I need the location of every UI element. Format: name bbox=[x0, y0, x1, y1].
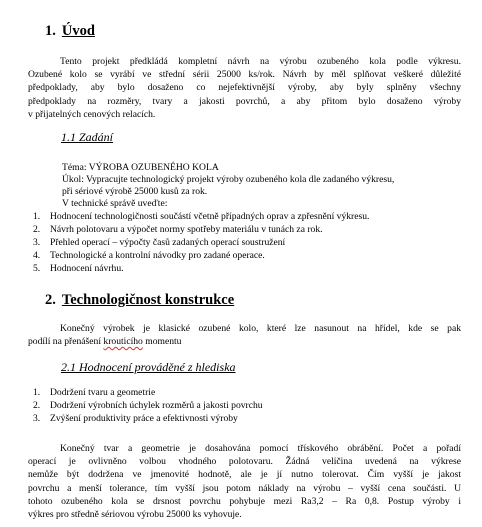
paragraph-line: nemůže být dodržena ve jmenovité hodnotě, ale je jí nutno tolerovat. Čím vyšší je jakost bbox=[28, 469, 461, 481]
section-number: 1. bbox=[45, 23, 56, 39]
paragraph-line: Ozubené kolo se vyrábí ve střední sérii 25000 ks/rok. Návrh by měl splňovat veškeré důležité bbox=[28, 69, 461, 81]
product-paragraph bbox=[28, 322, 461, 348]
section-heading-uvod bbox=[45, 23, 95, 39]
assignment-topic: Téma: VÝROBA OZUBENÉHO KOLA bbox=[62, 162, 219, 173]
list-item-text: Návrh polotovaru a výpočet normy spotřeby materiálu v tunách za rok. bbox=[50, 224, 323, 236]
list-item-text: Hodnocení návrhu. bbox=[50, 263, 124, 275]
paragraph-line bbox=[28, 335, 461, 348]
list-item bbox=[28, 386, 263, 399]
subsection-heading-zadani: 1.1 Zadání bbox=[61, 130, 114, 144]
paragraph-line: operací je ovlivněno volbou vhodného polotovaru. Žádná veličina uvedená na výkrese bbox=[28, 456, 461, 468]
assignment-task: Úkol: Vypracujte technologický projekt výroby ozubeného kola dle zadaného výkresu, bbox=[62, 174, 395, 185]
list-item-number: 3. bbox=[33, 413, 41, 425]
list-item bbox=[28, 210, 369, 223]
paragraph-line: v přijatelných cenových relacích. bbox=[28, 108, 156, 120]
paragraph-line: povrchu a menší tolerance, tím vyšší jsou potom náklady na výrobu – vyšší cena součásti. U bbox=[28, 482, 461, 494]
paragraph-line: předpoklady, aby bylo dosaženo co nejefektivnější výroby, aby byly splněny všechny bbox=[28, 82, 461, 94]
list-item-text: Přehled operací – výpočty časů zadaných operací soustružení bbox=[50, 237, 286, 249]
list-item-text: Dodržení výrobních úchylek rozměrů a jakosti povrchu bbox=[50, 400, 263, 412]
paragraph-line-text: podílí na přenášení krouticího momentu bbox=[28, 336, 182, 348]
section-heading-technologicnost bbox=[45, 292, 234, 308]
list-item-text: Technologické a kontrolní návodky pro zadané operace. bbox=[50, 250, 265, 262]
section-title: Úvod bbox=[61, 23, 95, 39]
assignment-report-intro: V technické správě uveďte: bbox=[62, 198, 168, 209]
list-item-number: 2. bbox=[33, 224, 41, 236]
body-paragraph bbox=[28, 442, 461, 521]
list-item-text: Zvýšení produktivity práce a efektivnosti výroby bbox=[50, 413, 238, 425]
intro-paragraph bbox=[28, 55, 461, 121]
list-item-number: 1. bbox=[33, 211, 41, 222]
spellcheck-flagged-word: krouticího bbox=[103, 336, 143, 348]
paragraph-line: předpoklady na rozměry, tvary a jakosti povrchů, a aby přitom bylo dosaženo výroby bbox=[28, 95, 461, 107]
paragraph-line: tohoto ozubeného kola se drsnost povrchu pohybuje mezi Ra3,2 – Ra 0,8. Postup výroby i bbox=[28, 495, 461, 507]
list-item-text: Dodržení tvaru a geometrie bbox=[50, 387, 156, 398]
list-item bbox=[28, 412, 263, 425]
paragraph-line: Konečný tvar a geometrie je dosahována pomocí třískového obrábění. Počet a pořadí bbox=[60, 443, 461, 454]
list-item bbox=[28, 249, 369, 262]
section-number: 2. bbox=[45, 292, 56, 308]
subsection-heading-hodnoceni: 2.1 Hodnocení prováděné z hlediska bbox=[61, 360, 236, 374]
list-item bbox=[28, 399, 263, 412]
list-item-number: 3. bbox=[33, 237, 41, 249]
evaluation-list bbox=[28, 386, 263, 425]
list-item-text: Hodnocení technologičnosti součástí včetně případných oprav a zpřesnění výkresu. bbox=[50, 211, 370, 222]
list-item-number: 1. bbox=[33, 387, 41, 398]
paragraph-line: Tento projekt předkládá kompletní návrh na výrobu ozubeného kola podle výkresu. bbox=[60, 56, 461, 67]
assignment-list bbox=[28, 210, 369, 275]
list-item bbox=[28, 262, 369, 275]
list-item-number: 4. bbox=[33, 250, 41, 262]
list-item bbox=[28, 223, 369, 236]
section-title: Technologičnost konstrukce bbox=[61, 292, 235, 308]
paragraph-line: výkres pro středně sériovou výrobu 25000 ks vyhovuje. bbox=[28, 509, 242, 521]
list-item bbox=[28, 236, 369, 249]
list-item-number: 5. bbox=[33, 263, 41, 275]
paragraph-line: Konečný výrobek je klasické ozubené kolo, které lze nasunout na hřídel, kde se pak bbox=[60, 323, 461, 334]
assignment-task-continued: při sériové výrobě 25000 kusů za rok. bbox=[62, 186, 208, 197]
list-item-number: 2. bbox=[33, 400, 41, 412]
